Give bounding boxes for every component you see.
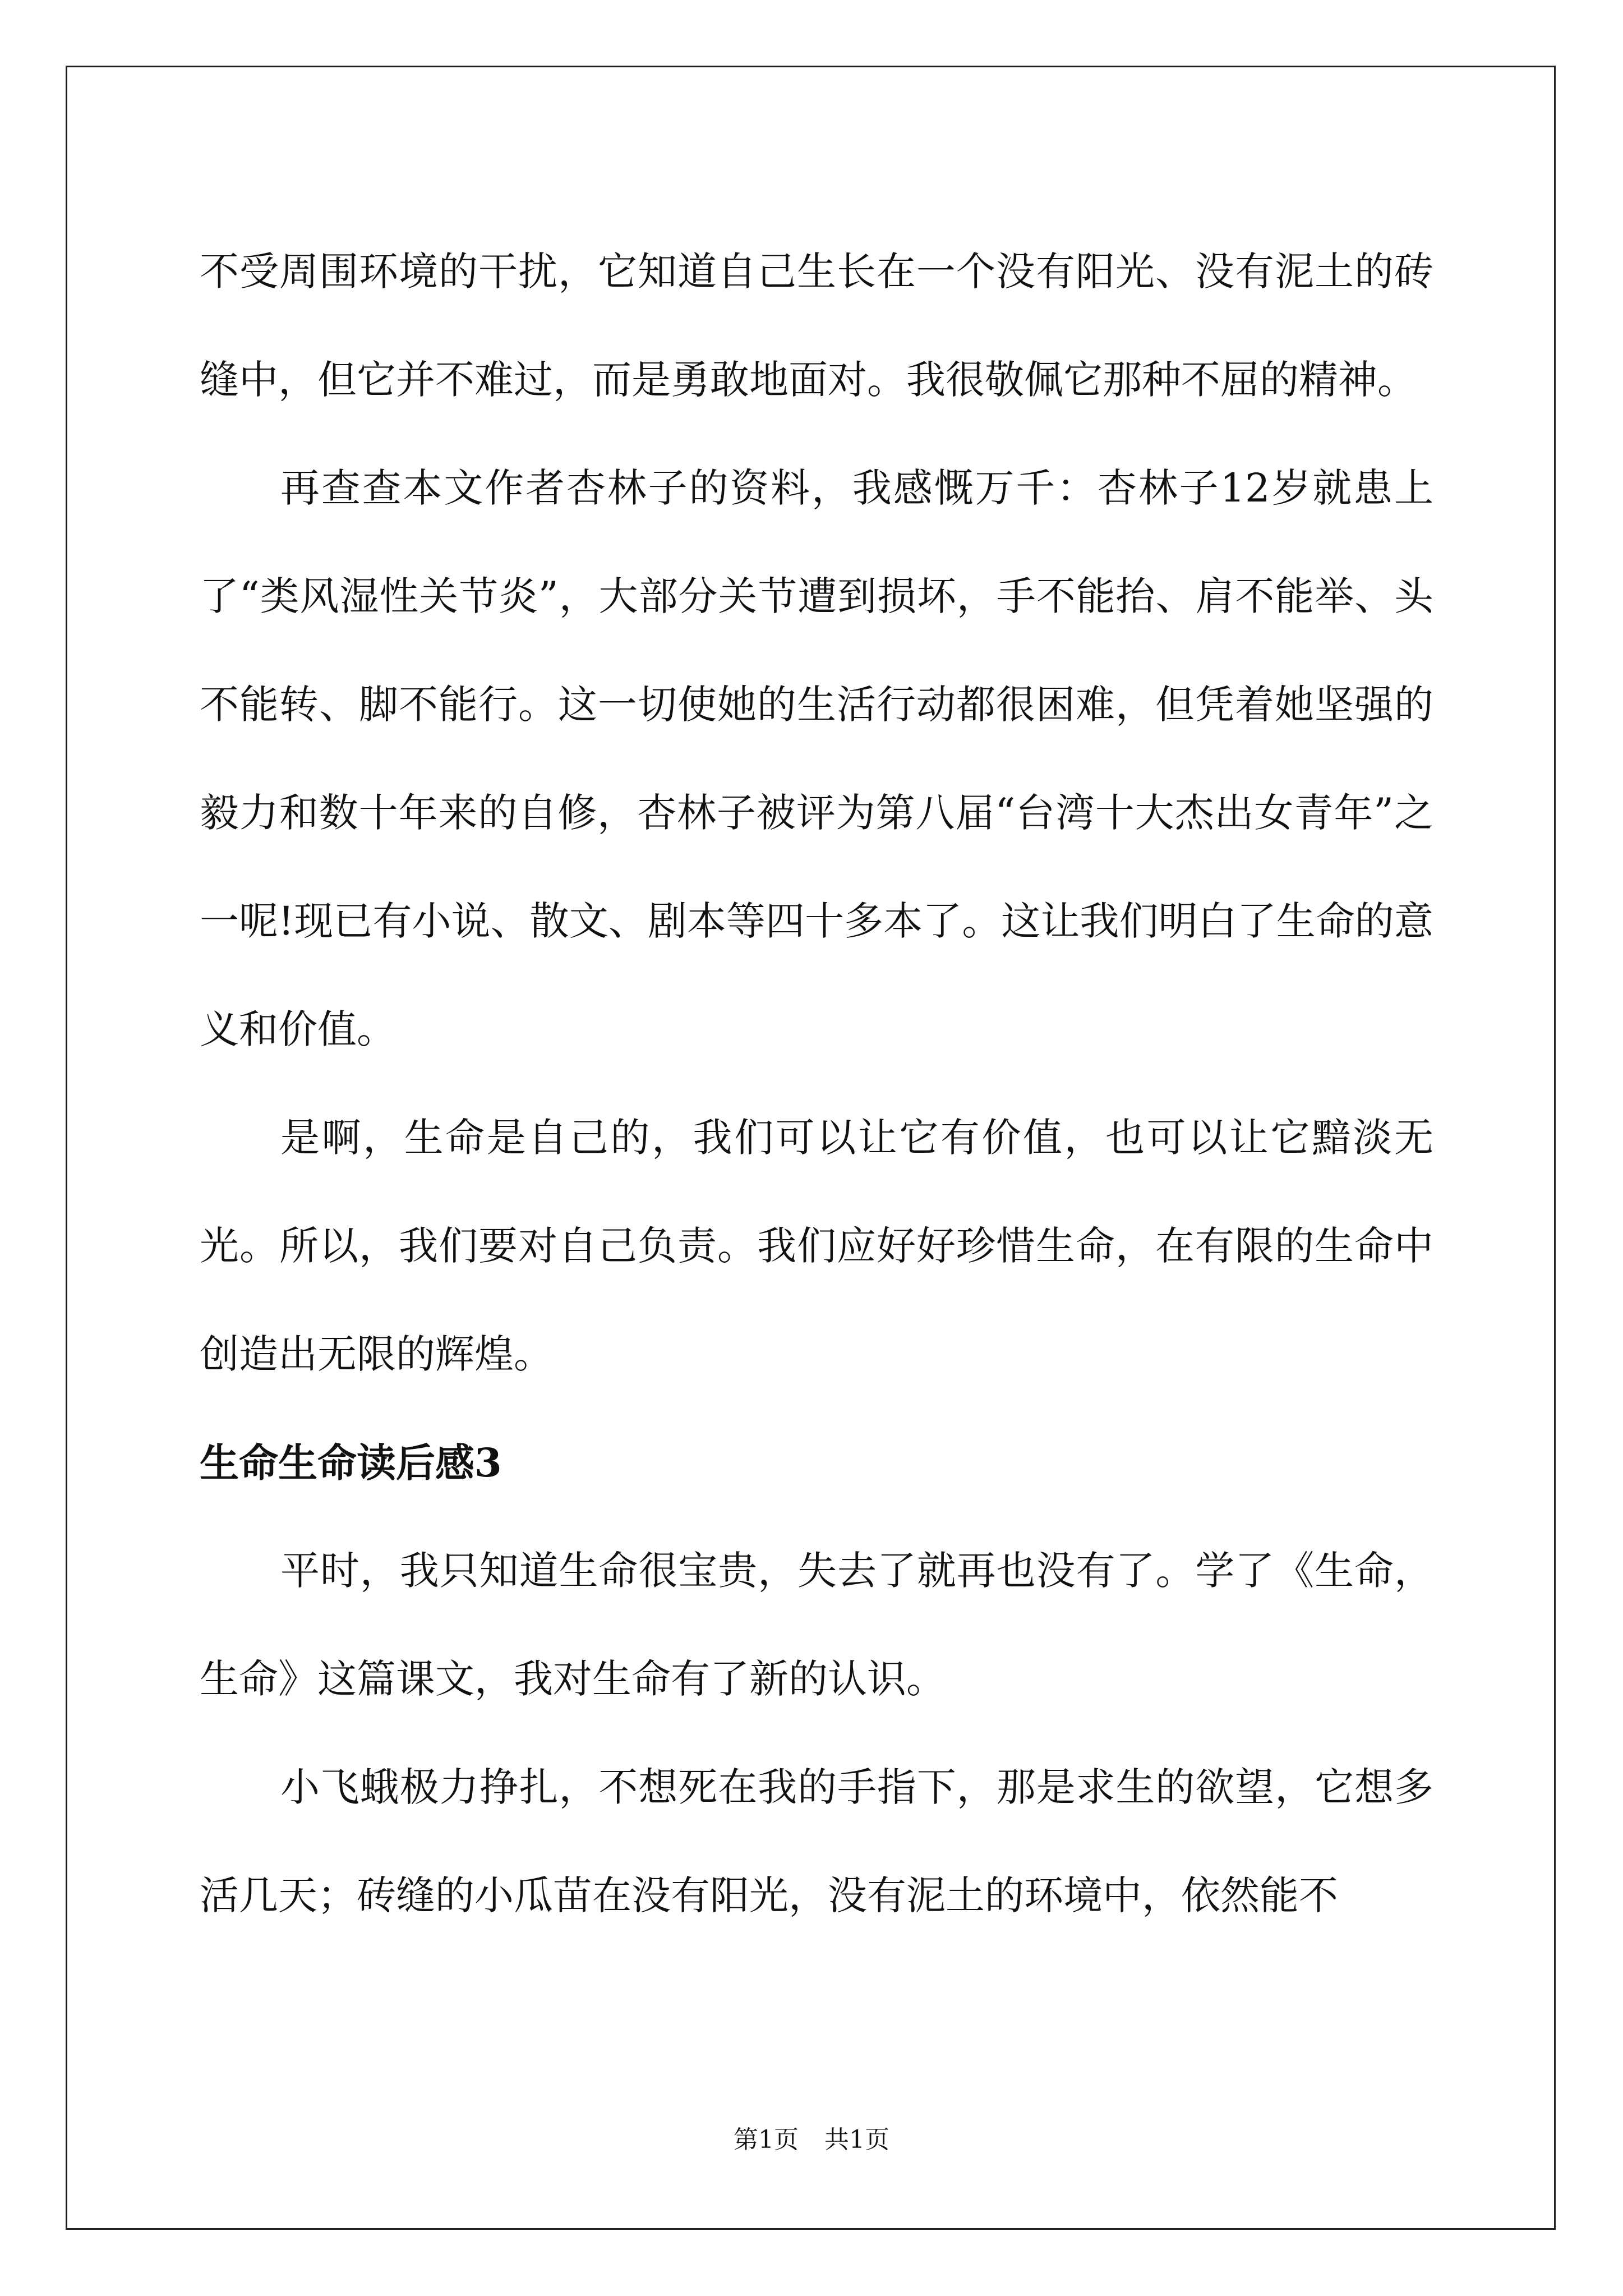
paragraph-section-body: 小飞蛾极力挣扎，不想死在我的手指下，那是求生的欲望，它想多活几天；砖缝的小瓜苗在没有阳光，没有泥土的环境中，依然能不 xyxy=(200,1764,1433,1918)
paragraph-section-intro: 平时，我只知道生命很宝贵，失去了就再也没有了。学了《生命，生命》这篇课文，我对生命有了新的认识。 xyxy=(200,1548,1433,1702)
page-total: 共1页 xyxy=(824,2125,889,2154)
page-number: 第1页 xyxy=(734,2125,799,2154)
paragraph-author-bio: 再查查本文作者杏林子的资料，我感慨万千：杏林子12岁就患上了“类风湿性关节炎”，大部分关节遭到损坏，手不能抬、肩不能举、头不能转、脚不能行。这一切使她的生活行动都很困难，但凭着她坚强的毅力和数十年来的自修，杏林子被评为第八届“台湾十大杰出女青年”之一呢!现已有小说、散文、剧本等四十多本了。这让我们明白了生命的意义和价值。 xyxy=(200,465,1433,1052)
paragraph-continued: 不受周围环境的干扰，它知道自己生长在一个没有阳光、没有泥土的砖缝中，但它并不难过，而是勇敢地面对。我很敬佩它那种不屈的精神。 xyxy=(200,249,1433,403)
section-heading: 生命生命读后感3 xyxy=(200,1439,502,1486)
page-footer xyxy=(0,2123,1623,2157)
document-body xyxy=(200,218,1433,1950)
paragraph-conclusion: 是啊，生命是自己的，我们可以让它有价值，也可以让它黯淡无光。所以，我们要对自己负责。我们应好好珍惜生命，在有限的生命中创造出无限的辉煌。 xyxy=(200,1115,1433,1377)
